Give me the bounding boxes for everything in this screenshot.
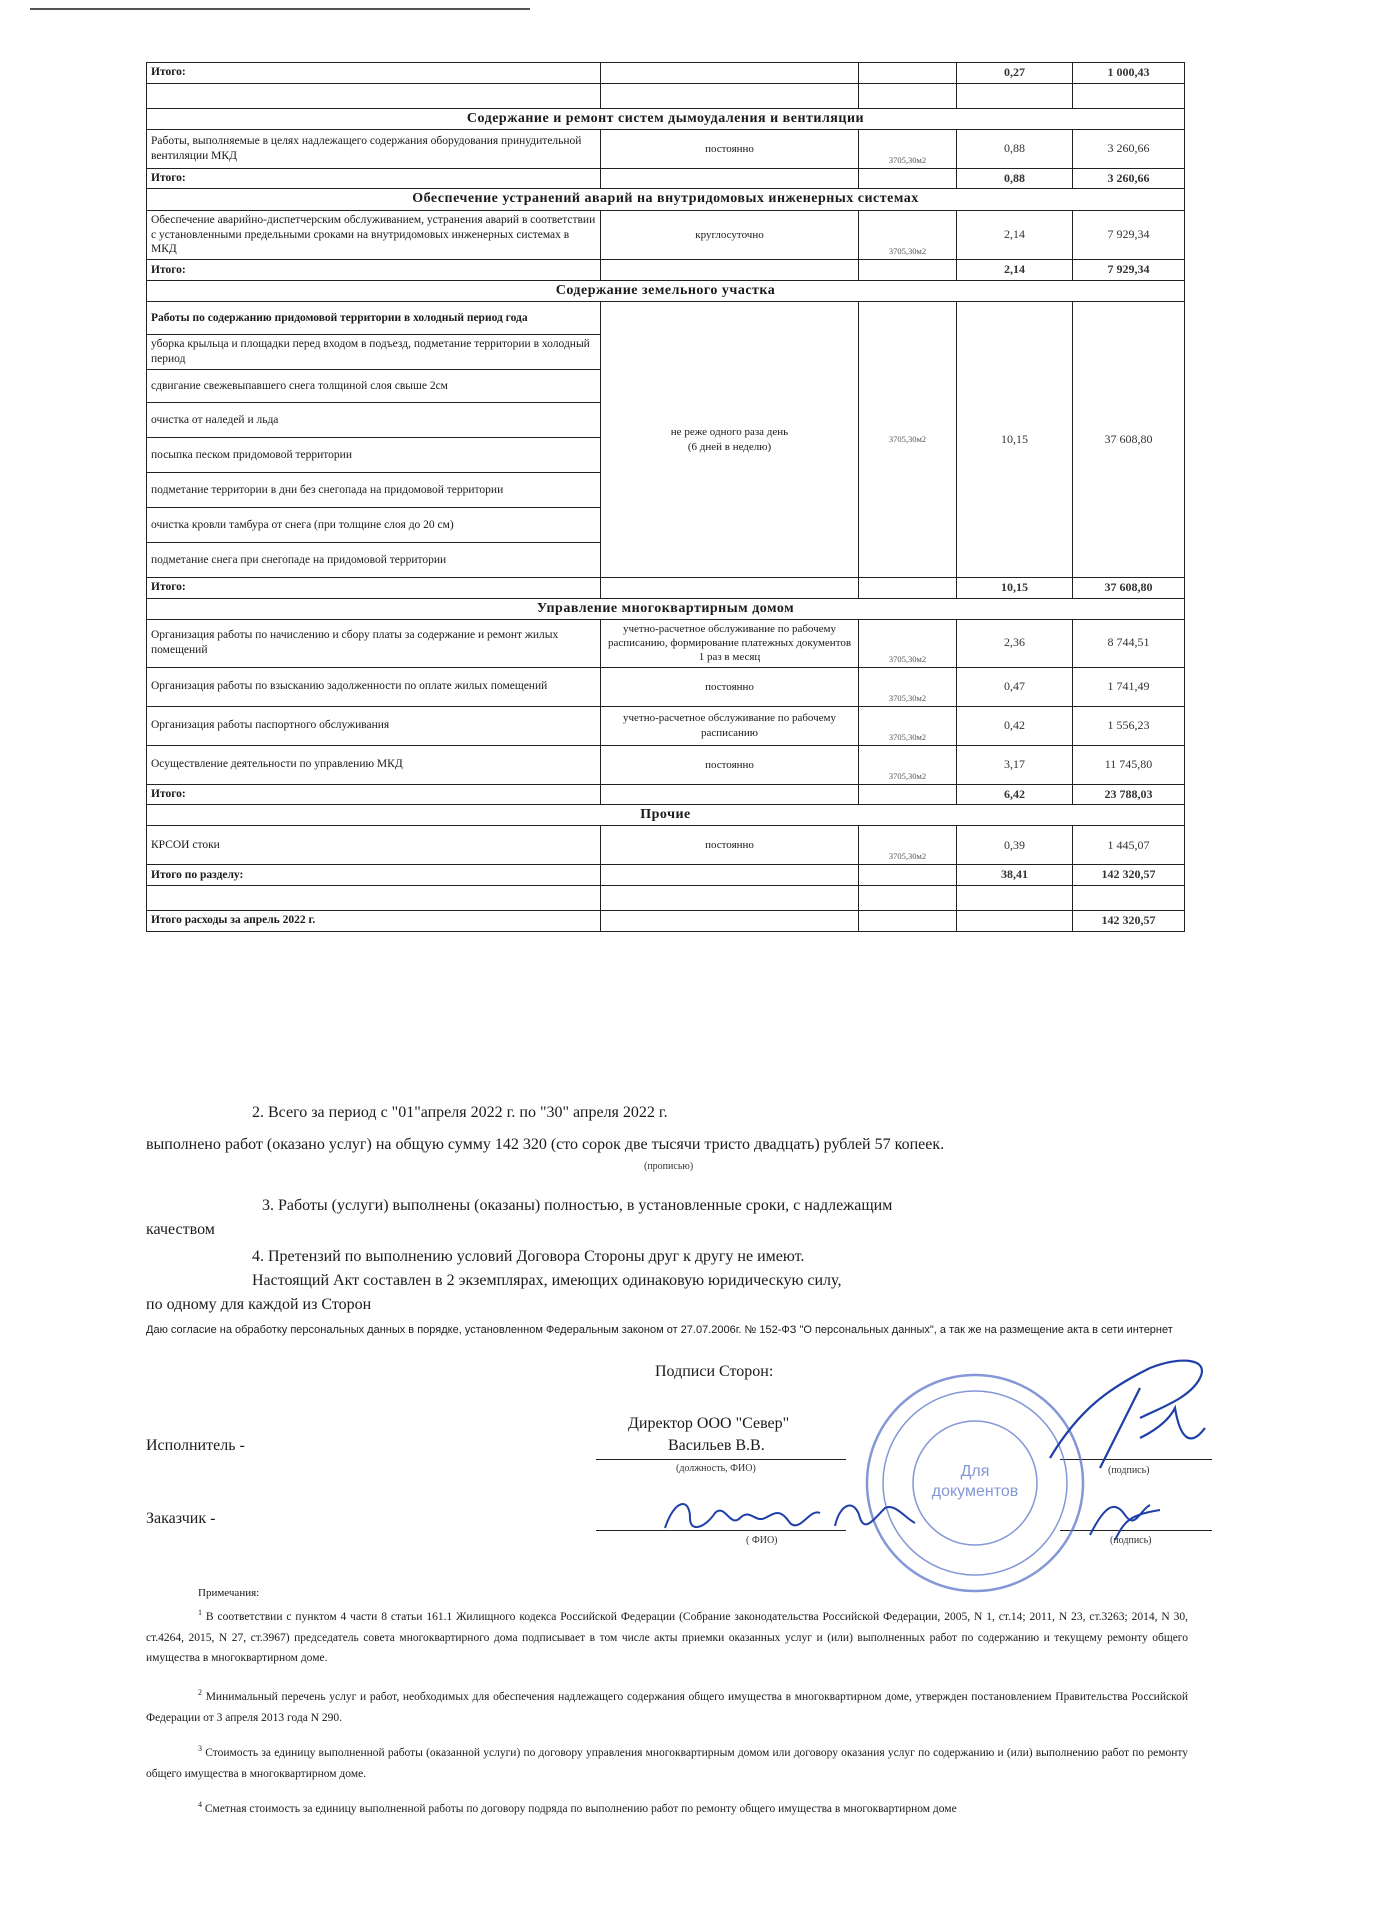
table-row xyxy=(147,598,1185,619)
table-row xyxy=(147,745,1185,784)
work-name-cell: Работы, выполняемые в целях надлежащего содержания оборудования принудительной вентиляции МКД xyxy=(147,129,601,168)
table-row xyxy=(147,302,1185,335)
rate-cell: 0,88 xyxy=(957,168,1073,189)
table-row xyxy=(147,886,1185,911)
table-row xyxy=(147,865,1185,886)
unit-area-cell xyxy=(859,168,957,189)
notes-title: Примечания: xyxy=(198,1587,260,1599)
rate-cell: 2,14 xyxy=(957,260,1073,281)
unit-area-cell: 3705,30м2 xyxy=(859,129,957,168)
frequency-cell xyxy=(601,865,859,886)
note-4-text: Сметная стоимость за единицу выполненной работы по договору подряда по выполнению работ по ремонту общего имущества в многоквартирном доме xyxy=(204,1802,957,1815)
table-row xyxy=(147,706,1185,745)
rate-cell: 2,36 xyxy=(957,619,1073,667)
amount-cell: 23 788,03 xyxy=(1073,784,1185,805)
frequency-cell xyxy=(601,784,859,805)
stamp-text-2: документов xyxy=(931,1483,1019,1500)
rate-cell: 6,42 xyxy=(957,784,1073,805)
unit-area-cell xyxy=(859,260,957,281)
table-row xyxy=(147,667,1185,706)
work-name-cell: Итого: xyxy=(147,784,601,805)
amount-cell: 37 608,80 xyxy=(1073,578,1185,599)
empty-cell xyxy=(859,886,957,911)
section-title: Обеспечение устранений аварий на внутридомовых инженерных системах xyxy=(147,189,1185,210)
work-name-cell: Организация работы по взысканию задолженности по оплате жилых помещений xyxy=(147,667,601,706)
section-title: Содержание и ремонт систем дымоудаления и вентиляции xyxy=(147,108,1185,129)
work-name-cell: Организация работы по начислению и сбору платы за содержание и ремонт жилых помещений xyxy=(147,619,601,667)
propisyu-caption: (прописью) xyxy=(644,1161,694,1172)
note-4: $^4$ Сметная стоимость за единицу выполненной работы по договору подряда по выполнению работ по ремонту общего имущества в многоквартирном доме xyxy=(198,1800,957,1815)
executor-name: Васильев В.В. xyxy=(668,1437,765,1454)
executor-label: Исполнитель - xyxy=(146,1437,245,1454)
empty-cell xyxy=(1073,886,1185,911)
land-item-cell: сдвигание свежевыпавшего снега толщиной слоя свыше 2см xyxy=(147,370,601,403)
frequency-cell: постоянно xyxy=(601,667,859,706)
table-row xyxy=(147,911,1185,932)
land-item-cell: подметание территории в дни без снегопада на придомовой территории xyxy=(147,473,601,508)
work-name-cell: Организация работы паспортного обслуживания xyxy=(147,706,601,745)
unit-area-cell: 3705,30м2 xyxy=(859,745,957,784)
note-3: $^3$ Стоимость за единицу выполненной работы (оказанной услуги) по договору управления многоквартирным домом или договору оказания услуг по содержанию и (или) выполнению работ по ремонту общего имущества в многоквартирном доме. xyxy=(146,1744,1188,1780)
land-item-cell: уборка крыльца и площадки перед входом в подъезд, подметание территории в холодный период xyxy=(147,335,601,370)
land-frequency-cell xyxy=(601,302,859,578)
rate-cell: 2,14 xyxy=(957,210,1073,260)
frequency-cell: постоянно xyxy=(601,745,859,784)
table-row xyxy=(147,826,1185,865)
amount-cell: 7 929,34 xyxy=(1073,260,1185,281)
unit-area-cell: 3705,30м2 xyxy=(859,210,957,260)
land-item-cell: посыпка песком придомовой территории xyxy=(147,438,601,473)
amount-cell: 1 445,07 xyxy=(1073,826,1185,865)
land-item-cell: очистка от наледей и льда xyxy=(147,403,601,438)
stamp-text-1: Для xyxy=(960,1463,990,1480)
position-fio-caption: (должность, ФИО) xyxy=(676,1463,756,1474)
frequency-cell: постоянно xyxy=(601,129,859,168)
customer-label: Заказчик - xyxy=(146,1510,216,1527)
land-rate-cell: 10,15 xyxy=(957,302,1073,578)
amount-cell: 1 000,43 xyxy=(1073,63,1185,84)
podpis-caption-1: (подпись) xyxy=(1108,1465,1150,1476)
table-row xyxy=(147,578,1185,599)
rate-cell: 0,42 xyxy=(957,706,1073,745)
work-name-cell: Итого: xyxy=(147,260,601,281)
frequency-cell: постоянно xyxy=(601,826,859,865)
frequency-cell xyxy=(601,578,859,599)
freq-line-1: не реже одного раза день xyxy=(670,426,789,439)
empty-cell xyxy=(147,886,601,911)
table-row xyxy=(147,129,1185,168)
fio-caption: ( ФИО) xyxy=(746,1535,778,1546)
empty-cell xyxy=(957,83,1073,108)
services-table xyxy=(146,62,1185,932)
frequency-cell xyxy=(601,911,859,932)
frequency-cell xyxy=(601,168,859,189)
work-name-cell: Осуществление деятельности по управлению МКД xyxy=(147,745,601,784)
executor-position: Директор ООО "Север" xyxy=(628,1415,790,1432)
note-1-text: В соответствии с пунктом 4 части 8 статьи 161.1 Жилищного кодекса Российской Федерации (Собрание законодательства Российской Федерации, 2005, N 1, ст.14; 2011, N 23, ст.3263; 2014, N 30, ст.4264, 2015, N 27, ст.3967) председатель совета многоквартирного дома подписывает в том числе акты приемки оказанных услуг и (или) выполненных работ по содержанию и текущему ремонту общего имущества в многоквартирном доме. xyxy=(146,1610,1188,1665)
table-row xyxy=(147,108,1185,129)
unit-area-cell: 3705,30м2 xyxy=(859,667,957,706)
land-header-cell: Работы по содержанию придомовой территории в холодный период года xyxy=(147,302,601,335)
rate-cell: 38,41 xyxy=(957,865,1073,886)
table-row xyxy=(147,280,1185,301)
para-3-end: качеством xyxy=(146,1221,215,1238)
table-row xyxy=(147,619,1185,667)
table-row xyxy=(147,63,1185,84)
frequency-cell xyxy=(601,63,859,84)
para-2-sum: выполнено работ (оказано услуг) на общую сумму 142 320 (сто сорок две тысячи тристо двадцать) рублей 57 копеек. xyxy=(146,1136,945,1153)
table-row xyxy=(147,168,1185,189)
frequency-cell: учетно-расчетное обслуживание по рабочему расписанию xyxy=(601,706,859,745)
podpis-caption-2: (подпись) xyxy=(1110,1535,1152,1546)
executor-signature xyxy=(1040,1348,1220,1478)
unit-area-cell xyxy=(859,784,957,805)
section-title: Содержание земельного участка xyxy=(147,280,1185,301)
rate-cell: 3,17 xyxy=(957,745,1073,784)
land-item-cell: подметание снега при снегопаде на придомовой территории xyxy=(147,543,601,578)
customer-sign-mark xyxy=(1085,1495,1165,1545)
amount-cell: 142 320,57 xyxy=(1073,865,1185,886)
frequency-cell: учетно-расчетное обслуживание по рабочему расписанию, формирование платежных документов 1 раз в месяц xyxy=(601,619,859,667)
note-2: $^2$ Минимальный перечень услуг и работ, необходимых для обеспечения надлежащего содержания общего имущества в многоквартирном доме, утвержден постановлением Правительства Российской Федерации от 3 апреля 2013 года N 290. xyxy=(146,1688,1188,1724)
work-name-cell: Итого по разделу: xyxy=(147,865,601,886)
rate-cell: 0,88 xyxy=(957,129,1073,168)
work-name-cell: Итого: xyxy=(147,63,601,84)
amount-cell: 11 745,80 xyxy=(1073,745,1185,784)
empty-cell xyxy=(957,886,1073,911)
amount-cell: 8 744,51 xyxy=(1073,619,1185,667)
land-item-cell: очистка кровли тамбура от снега (при толщине слоя до 20 см) xyxy=(147,508,601,543)
work-name-cell: Итого: xyxy=(147,578,601,599)
unit-area-cell: 3705,30м2 xyxy=(859,826,957,865)
table-row xyxy=(147,189,1185,210)
table-row xyxy=(147,784,1185,805)
rate-cell xyxy=(957,911,1073,932)
freq-line-2: (6 дней в неделю) xyxy=(687,440,772,453)
rate-cell: 0,47 xyxy=(957,667,1073,706)
rate-cell: 0,39 xyxy=(957,826,1073,865)
unit-area-cell xyxy=(859,578,957,599)
land-unit-cell: 3705,30м2 xyxy=(859,302,957,578)
signatures-title: Подписи Сторон: xyxy=(655,1363,774,1380)
empty-cell xyxy=(859,83,957,108)
work-name-cell: КРСОИ стоки xyxy=(147,826,601,865)
table-row xyxy=(147,260,1185,281)
table-row xyxy=(147,805,1185,826)
note-1: $^1$ В соответствии с пунктом 4 части 8 статьи 161.1 Жилищного кодекса Российской Федерации (Собрание законодательства Российской Федерации, 2005, N 1, ст.14; 2011, N 23, ст.3263; 2014, N 30, ст.4264, 2015, N 27, ст.3967) председатель совета многоквартирного дома подписывает в том числе акты приемки оказанных услуг и (или) выполненных работ по содержанию и текущему ремонту общего имущества в многоквартирном доме. xyxy=(146,1608,1188,1665)
frequency-cell: круглосуточно xyxy=(601,210,859,260)
customer-signature xyxy=(660,1488,920,1548)
para-3: 3. Работы (услуги) выполнены (оказаны) полностью, в установленные сроки, с надлежащим xyxy=(262,1197,893,1214)
rate-cell: 10,15 xyxy=(957,578,1073,599)
unit-area-cell xyxy=(859,63,957,84)
rate-cell: 0,27 xyxy=(957,63,1073,84)
land-sum-cell: 37 608,80 xyxy=(1073,302,1185,578)
work-name-cell: Итого: xyxy=(147,168,601,189)
table-row xyxy=(147,210,1185,260)
empty-cell xyxy=(1073,83,1185,108)
executor-fio-line xyxy=(596,1459,846,1460)
top-rule xyxy=(30,8,530,10)
note-3-text: Стоимость за единицу выполненной работы (оказанной услуги) по договору управления многоквартирным домом или договору оказания услуг по содержанию и (или) выполнению работ по ремонту общего имущества в многоквартирном доме. xyxy=(146,1746,1188,1780)
frequency-cell xyxy=(601,260,859,281)
amount-cell: 3 260,66 xyxy=(1073,168,1185,189)
section-title: Управление многоквартирным домом xyxy=(147,598,1185,619)
para-4: 4. Претензий по выполнению условий Договора Стороны друг к другу не имеют. xyxy=(252,1248,805,1265)
table-row xyxy=(147,83,1185,108)
para-5: Настоящий Акт составлен в 2 экземплярах, имеющих одинаковую юридическую силу, xyxy=(252,1272,842,1289)
note-2-text: Минимальный перечень услуг и работ, необходимых для обеспечения надлежащего содержания общего имущества в многоквартирном доме, утвержден постановлением Правительства Российской Федерации от 3 апреля 2013 года N 290. xyxy=(146,1690,1188,1724)
amount-cell: 7 929,34 xyxy=(1073,210,1185,260)
amount-cell: 1 741,49 xyxy=(1073,667,1185,706)
empty-cell xyxy=(601,83,859,108)
empty-cell xyxy=(601,886,859,911)
empty-cell xyxy=(147,83,601,108)
work-name-cell: Итого расходы за апрель 2022 г. xyxy=(147,911,601,932)
amount-cell: 1 556,23 xyxy=(1073,706,1185,745)
amount-cell: 142 320,57 xyxy=(1073,911,1185,932)
amount-cell: 3 260,66 xyxy=(1073,129,1185,168)
para-5-end: по одному для каждой из Сторон xyxy=(146,1296,372,1313)
unit-area-cell xyxy=(859,911,957,932)
para-2: 2. Всего за период с "01"апреля 2022 г. по "30" апреля 2022 г. xyxy=(252,1104,668,1121)
consent-text: Даю согласие на обработку персональных данных в порядке, установленном Федеральным законом от 27.07.2006г. № 152-ФЗ "О персональных данных", а так же на размещение акта в сети интернет xyxy=(146,1324,1173,1336)
unit-area-cell: 3705,30м2 xyxy=(859,619,957,667)
unit-area-cell: 3705,30м2 xyxy=(859,706,957,745)
section-title: Прочие xyxy=(147,805,1185,826)
work-name-cell: Обеспечение аварийно-диспетчерским обслуживанием, устранения аварий в соответствии с установленными предельными сроками на внутридомовых инженерных системах в МКД xyxy=(147,210,601,260)
unit-area-cell xyxy=(859,865,957,886)
